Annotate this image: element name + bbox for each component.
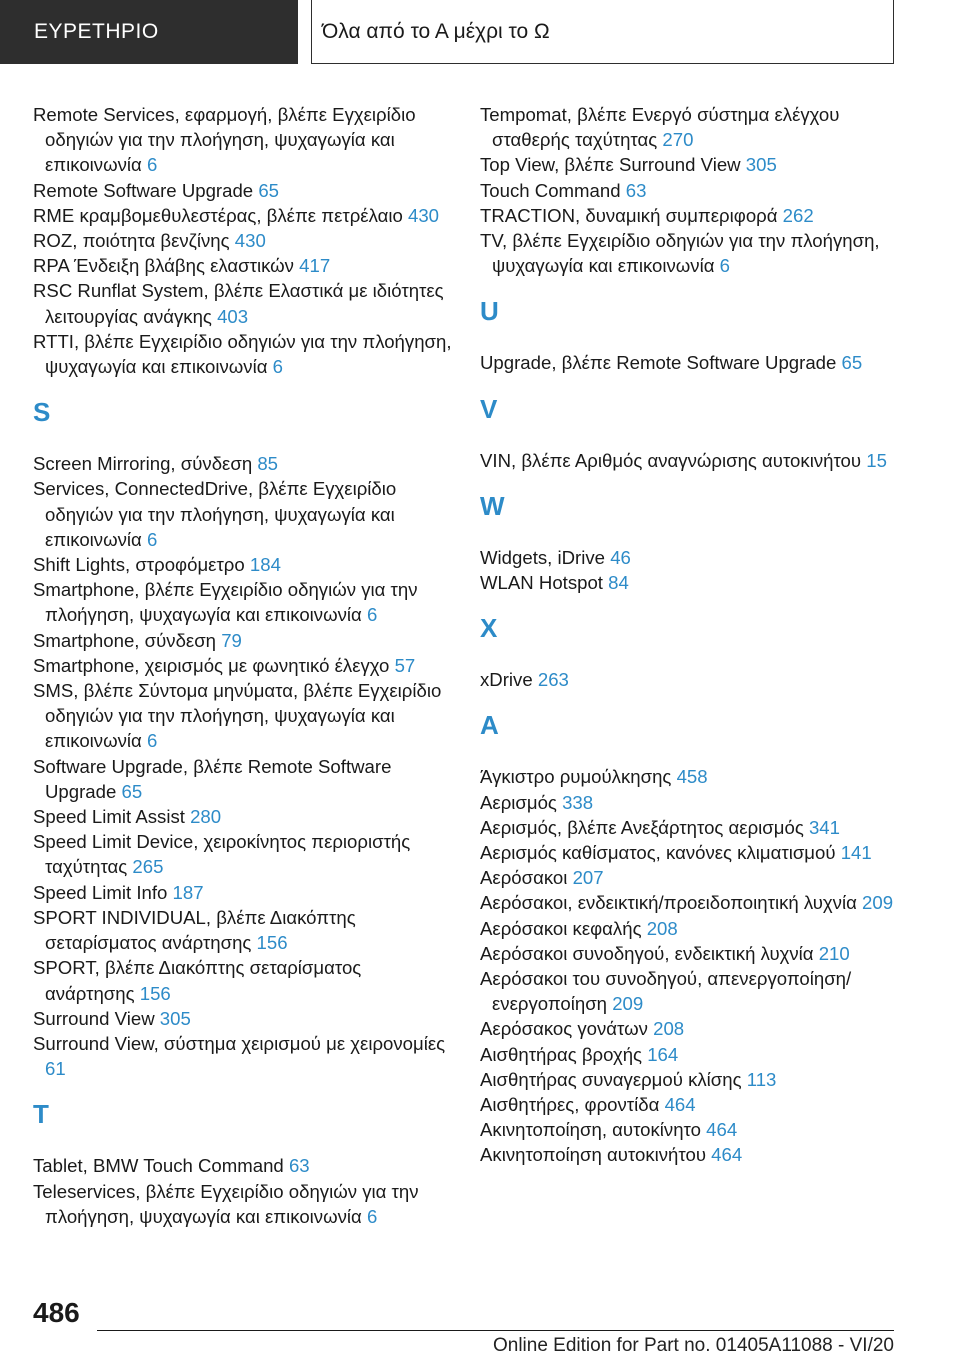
index-entry <box>33 1031 453 1081</box>
page-link[interactable]: 263 <box>537 669 569 691</box>
index-entry-text: Αερόσακοι συνοδηγού, ενδεικτική λυχνία <box>480 942 814 964</box>
index-entry <box>33 178 453 203</box>
index-entry <box>33 880 453 905</box>
index-entry <box>33 829 453 879</box>
index-entry-text: Top View, βλέπε Surround View <box>480 154 741 176</box>
index-entry <box>480 1016 910 1041</box>
index-entry-text: Services, ConnectedDrive, βλέπε Εγχειρίδιο οδηγιών για την πλοήγηση, ψυχαγωγία και επικοινωνία <box>33 478 397 550</box>
index-entry-text: Άγκιστρο ρυμούλκησης <box>480 766 672 788</box>
index-entry-text: Speed Limit Info <box>33 881 168 903</box>
index-entry-text: Surround View <box>33 1007 155 1029</box>
index-entry-text: RME κραμβομεθυλεστέρας, βλέπε πετρέλαιο <box>33 204 403 226</box>
page-link[interactable]: 208 <box>646 917 678 939</box>
index-entry <box>480 916 910 941</box>
page-link[interactable]: 208 <box>653 1018 685 1040</box>
index-entry <box>480 840 910 865</box>
index-entry-text: Αισθητήρας βροχής <box>480 1043 643 1065</box>
index-entry <box>480 890 910 915</box>
page-link[interactable]: 141 <box>840 842 872 864</box>
index-entry-text: SMS, βλέπε Σύντομα μηνύματα, βλέπε Εγχειρίδιο οδηγιών για την πλοήγηση, ψυχαγωγία και επικοινωνία <box>33 680 442 752</box>
index-entry <box>480 448 910 473</box>
index-entry-text: Widgets, iDrive <box>480 546 606 568</box>
page-link[interactable]: 184 <box>249 554 281 576</box>
index-entry-text: Speed Limit Device, χειροκίνητος περιοριστής ταχύτητας <box>33 831 411 878</box>
page-link[interactable]: 164 <box>647 1043 679 1065</box>
index-entry-text: Αερισμός <box>480 791 557 813</box>
page-link[interactable]: 6 <box>146 730 158 752</box>
index-entry <box>480 178 910 203</box>
index-entry <box>33 628 453 653</box>
index-letter-heading: U <box>480 296 499 327</box>
index-entry-text: Speed Limit Assist <box>33 806 185 828</box>
index-entry <box>33 102 453 178</box>
page-link[interactable]: 6 <box>366 1205 378 1227</box>
index-entry <box>480 1117 910 1142</box>
page-link[interactable]: 65 <box>121 780 143 802</box>
index-letter-heading: W <box>480 490 505 521</box>
index-entry <box>33 476 453 552</box>
index-entry <box>33 203 453 228</box>
index-entry <box>33 451 453 476</box>
page-link[interactable]: 65 <box>258 179 279 201</box>
index-entry-text: Αερόσακοι <box>480 867 568 889</box>
section-title: ΕΥΡΕΤΗΡΙΟ <box>34 20 159 43</box>
index-entry-text: SPORT INDIVIDUAL, βλέπε Διακόπτης σεταρίσματος ανάρτησης <box>33 906 356 954</box>
index-entry-text: Αερισμός καθίσματος, κανόνες κλιματισμού <box>480 842 836 864</box>
index-entry-text: Ακινητοποίηση αυτοκινήτου <box>480 1144 706 1166</box>
index-entry-text: Software Upgrade, βλέπε Remote Software Upgrade <box>33 755 392 802</box>
index-entry-text: VIN, βλέπε Αριθμός αναγνώρισης αυτοκινήτου <box>480 449 862 471</box>
index-letter-heading: T <box>33 1099 49 1130</box>
index-entry <box>480 966 910 1016</box>
page-link[interactable]: 338 <box>562 791 594 813</box>
index-entry-text: xDrive <box>480 669 533 691</box>
page-link[interactable]: 113 <box>746 1068 777 1090</box>
index-letter-heading: A <box>480 710 499 741</box>
index-column-left <box>33 102 453 1229</box>
page-link[interactable]: 57 <box>394 654 416 676</box>
index-entry-text: Αερισμός, βλέπε Ανεξάρτητος αερισμός <box>480 816 804 838</box>
index-entry-text: Shift Lights, στροφόμετρο <box>33 554 245 576</box>
page-link[interactable]: 6 <box>146 154 158 176</box>
page-link[interactable]: 79 <box>221 629 242 651</box>
index-entry-text: Αερόσακοι κεφαλής <box>480 917 642 939</box>
index-entry <box>33 955 453 1005</box>
index-entry-text: Αισθητήρας συναγερμού κλίσης <box>480 1068 742 1090</box>
page-link[interactable]: 207 <box>572 867 604 889</box>
index-entry-text: RSC Runflat System, βλέπε Ελαστικά με ιδιότητες λειτουργίας ανάγκης <box>33 280 444 327</box>
page-link[interactable]: 464 <box>664 1094 696 1116</box>
page-link[interactable]: 63 <box>625 179 647 201</box>
section-tab <box>0 0 298 64</box>
index-entry-text: Smartphone, χειρισμός με φωνητικό έλεγχο <box>33 654 390 676</box>
header-subtitle-box <box>311 0 894 64</box>
index-entry-text: Αερόσακοι, ενδεικτική/προειδοποιητική λυχνία <box>480 892 857 914</box>
index-entry <box>33 577 453 627</box>
page-link[interactable]: 84 <box>608 572 629 594</box>
index-entry-text: Ακινητοποίηση, αυτοκίνητο <box>480 1119 701 1141</box>
index-entry <box>480 865 910 890</box>
page-link[interactable]: 209 <box>612 993 644 1015</box>
index-entry <box>33 278 453 328</box>
index-entry <box>480 228 910 278</box>
page-link[interactable]: 61 <box>45 1058 66 1080</box>
page-link[interactable]: 6 <box>366 604 378 626</box>
page-link[interactable]: 430 <box>234 230 266 252</box>
index-entry <box>33 905 453 955</box>
index-entry-text: SPORT, βλέπε Διακόπτης σεταρίσματος ανάρτησης <box>33 957 362 1004</box>
page-link[interactable]: 156 <box>139 982 171 1004</box>
index-entry <box>480 1092 910 1117</box>
index-entry <box>33 754 453 804</box>
index-entry-text: RPA Ένδειξη βλάβης ελαστικών <box>33 255 294 277</box>
page-link[interactable]: 63 <box>288 1155 310 1177</box>
page-link[interactable]: 305 <box>159 1007 191 1029</box>
index-entry-text: RTTI, βλέπε Εγχειρίδιο οδηγιών για την πλοήγηση, ψυχαγωγία και επικοινωνία <box>33 330 452 378</box>
index-letter-heading: X <box>480 613 498 644</box>
page-link[interactable]: 262 <box>782 204 814 226</box>
index-entry <box>33 329 453 379</box>
index-entry-text: Αερόσακοι του συνοδηγού, απενεργοποίηση/ενεργοποίηση <box>480 968 852 1015</box>
page-link[interactable]: 6 <box>719 255 731 277</box>
index-entry-text: Tablet, BMW Touch Command <box>33 1155 284 1177</box>
index-entry <box>480 1067 910 1092</box>
page-number: 486 <box>33 1297 80 1328</box>
index-entry <box>480 941 910 966</box>
index-entry-text: Smartphone, βλέπε Εγχειρίδιο οδηγιών για την πλοήγηση, ψυχαγωγία και επικοινωνία <box>33 579 418 626</box>
index-entry-text: TV, βλέπε Εγχειρίδιο οδηγιών για την πλοήγηση, ψυχαγωγία και επικοινωνία <box>480 230 880 277</box>
index-entry <box>480 350 910 375</box>
index-entry-text: Remote Services, εφαρμογή, βλέπε Εγχειρίδιο οδηγιών για την πλοήγηση, ψυχαγωγία και επικοινωνία <box>33 104 416 176</box>
page-link[interactable]: 265 <box>132 856 164 878</box>
index-entry-text: TRACTION, δυναμική συμπεριφορά <box>480 204 778 226</box>
page-link[interactable]: 341 <box>808 816 840 838</box>
index-entry <box>480 152 910 177</box>
index-column-right <box>480 102 910 1168</box>
page-link[interactable]: 464 <box>706 1119 738 1141</box>
index-entry <box>33 253 453 278</box>
index-entry <box>480 545 910 570</box>
page-link[interactable]: 156 <box>256 932 288 954</box>
index-entry-text: Smartphone, σύνδεση <box>33 629 217 651</box>
index-entry <box>480 667 910 692</box>
index-entry-text: ROZ, ποιότητα βενζίνης <box>33 230 230 252</box>
page-link[interactable]: 464 <box>711 1144 743 1166</box>
page-link[interactable]: 430 <box>408 204 440 226</box>
index-letter-heading: V <box>480 393 498 424</box>
index-letter-heading: S <box>33 397 51 428</box>
page-link[interactable]: 6 <box>272 356 284 378</box>
index-entry-text: Αισθητήρες, φροντίδα <box>480 1094 660 1116</box>
index-entry-text: Αερόσακος γονάτων <box>480 1018 648 1040</box>
index-entry <box>480 764 910 789</box>
page-link[interactable]: 85 <box>257 453 279 475</box>
index-entry <box>480 570 910 595</box>
index-entry <box>33 678 453 754</box>
index-entry <box>33 1006 453 1031</box>
page-link[interactable]: 65 <box>841 352 863 374</box>
index-entry-text: Touch Command <box>480 179 621 201</box>
index-entry <box>480 1142 910 1167</box>
index-entry <box>480 102 910 152</box>
index-entry-text: Teleservices, βλέπε Εγχειρίδιο οδηγιών για την πλοήγηση, ψυχαγωγία και επικοινωνία <box>33 1180 419 1227</box>
index-entry-text: Remote Software Upgrade <box>33 179 254 201</box>
index-entry-text: Surround View, σύστημα χειρισμού με χειρονομίες <box>33 1032 446 1054</box>
page-link[interactable]: 46 <box>610 546 631 568</box>
index-entry <box>480 815 910 840</box>
page-link[interactable]: 187 <box>172 881 204 903</box>
page-link[interactable]: 403 <box>217 305 249 327</box>
index-entry <box>480 790 910 815</box>
index-entry <box>33 228 453 253</box>
index-entry-text: Tempomat, βλέπε Ενεργό σύστημα ελέγχου σταθερής ταχύτητας <box>480 104 840 151</box>
index-entry <box>33 1179 453 1229</box>
index-entry <box>33 804 453 829</box>
edition-label: Online Edition for Part no. 01405A11088 - VI/20 <box>492 1335 894 1356</box>
page-link[interactable]: 270 <box>662 129 694 151</box>
page-link[interactable]: 209 <box>862 892 894 914</box>
page-link[interactable]: 305 <box>745 154 777 176</box>
page-link[interactable]: 6 <box>146 528 158 550</box>
index-entry <box>33 1153 453 1178</box>
page-link[interactable]: 15 <box>866 449 887 471</box>
index-entry-text: Screen Mirroring, σύνδεση <box>33 453 253 475</box>
footer-divider <box>97 1330 894 1331</box>
index-entry-text: Upgrade, βλέπε Remote Software Upgrade <box>480 352 837 374</box>
page-link[interactable]: 458 <box>676 766 708 788</box>
page-link[interactable]: 210 <box>818 942 850 964</box>
index-entry <box>480 1042 910 1067</box>
index-entry <box>33 653 453 678</box>
index-entry <box>33 552 453 577</box>
index-entry <box>480 203 910 228</box>
page-link[interactable]: 280 <box>190 806 222 828</box>
index-entry-text: WLAN Hotspot <box>480 572 603 594</box>
header-subtitle: Όλα από το Α μέχρι το Ω <box>322 19 550 43</box>
page-link[interactable]: 417 <box>299 255 331 277</box>
